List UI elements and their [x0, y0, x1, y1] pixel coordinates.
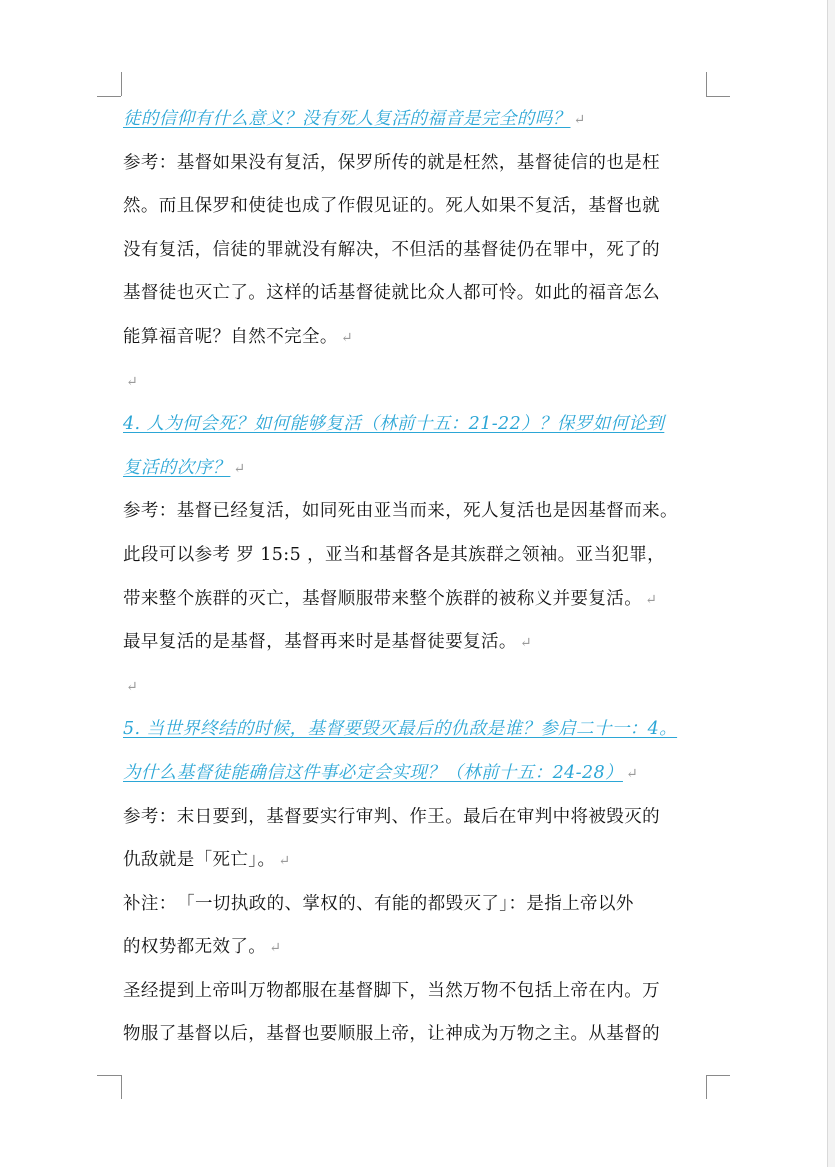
body-text: 的权势都无效了。: [123, 937, 267, 958]
text-line[interactable]: [123, 621, 713, 665]
question-text: 5. 当世界终结的时候，基督要毁灭最后的仇敌是谁？参启二十一：4。: [123, 719, 678, 740]
text-line[interactable]: [123, 1013, 713, 1057]
text-line[interactable]: [123, 229, 713, 273]
text-line[interactable]: [123, 883, 713, 927]
body-text: 然。而且保罗和使徒也成了作假见证的。死人如果不复活，基督也就: [123, 196, 660, 217]
body-text: 参考：基督已经复活，如同死由亚当而来，死人复活也是因基督而来。: [123, 501, 678, 522]
body-text: 带来整个族群的灭亡，基督顺服带来整个族群的被称义并要复活。: [123, 588, 643, 609]
body-text: 圣经提到上帝叫万物都服在基督脚下，当然万物不包括上帝在内。万: [123, 980, 660, 1001]
paragraph-mark-icon: ↵: [340, 329, 353, 346]
text-line[interactable]: [123, 926, 713, 970]
text-line[interactable]: [123, 839, 713, 883]
question-line[interactable]: [123, 403, 713, 447]
question-line[interactable]: [123, 98, 713, 142]
body-text: 此段可以参考 罗 15:5 ，亚当和基督各是其族群之领袖。亚当犯罪，: [123, 544, 666, 565]
body-text: 仇敌就是「死亡」。: [123, 850, 276, 871]
text-line[interactable]: [123, 534, 713, 578]
paragraph-mark-icon: ↵: [625, 765, 639, 782]
text-line[interactable]: [123, 490, 713, 534]
text-line[interactable]: [123, 142, 713, 186]
body-text: 能算福音呢？自然不完全。: [123, 326, 338, 347]
question-text: 复活的次序？: [123, 457, 231, 478]
body-text: 参考：末日要到，基督要实行审判、作王。最后在审判中将被毁灭的: [123, 806, 660, 827]
paragraph-mark-icon: ↵: [519, 635, 532, 652]
paragraph-mark-icon: ↵: [126, 373, 139, 390]
text-line[interactable]: [123, 578, 713, 622]
text-line[interactable]: [123, 796, 713, 840]
question-line[interactable]: [123, 708, 713, 752]
question-line[interactable]: [123, 752, 713, 796]
paragraph-mark-icon: ↵: [126, 678, 139, 695]
body-text: 参考：基督如果没有复活，保罗所传的就是枉然，基督徒信的也是枉: [123, 152, 660, 173]
empty-paragraph[interactable]: [123, 360, 713, 404]
text-line[interactable]: [123, 970, 713, 1014]
body-text: 物服了基督以后，基督也要顺服上帝，让神成为万物之主。从基督的: [123, 1024, 660, 1045]
body-text: 没有复活，信徒的罪就没有解决，不但活的基督徒仍在罪中，死了的: [123, 239, 660, 260]
paragraph-mark-icon: ↵: [645, 591, 658, 608]
text-line[interactable]: [123, 185, 713, 229]
document-body[interactable]: [123, 98, 713, 1057]
paragraph-mark-icon: ↵: [269, 940, 282, 957]
body-text: 补注： 「一切执政的、掌权的、有能的都毁灭了」：是指上帝以外: [123, 893, 634, 914]
body-text: 基督徒也灭亡了。这样的话基督徒就比众人都可怜。如此的福音怎么: [123, 283, 660, 304]
body-text: 最早复活的是基督，基督再来时是基督徒要复活。: [123, 632, 517, 653]
text-line[interactable]: [123, 316, 713, 360]
question-line[interactable]: [123, 447, 713, 491]
question-text: 为什么基督徒能确信这件事必定会实现？（林前十五：24-28）: [123, 762, 623, 783]
text-line[interactable]: [123, 272, 713, 316]
paragraph-mark-icon: ↵: [573, 112, 586, 128]
paragraph-mark-icon: ↵: [278, 853, 291, 870]
question-text: 徒的信仰有什么意义？没有死人复活的福音是完全的吗？: [123, 109, 571, 129]
window-scroll-edge[interactable]: [827, 0, 835, 1167]
question-text: 4. 人为何会死？如何能够复活（林前十五：21-22）？保罗如何论到: [123, 414, 665, 435]
empty-paragraph[interactable]: [123, 665, 713, 709]
paragraph-mark-icon: ↵: [233, 460, 246, 477]
